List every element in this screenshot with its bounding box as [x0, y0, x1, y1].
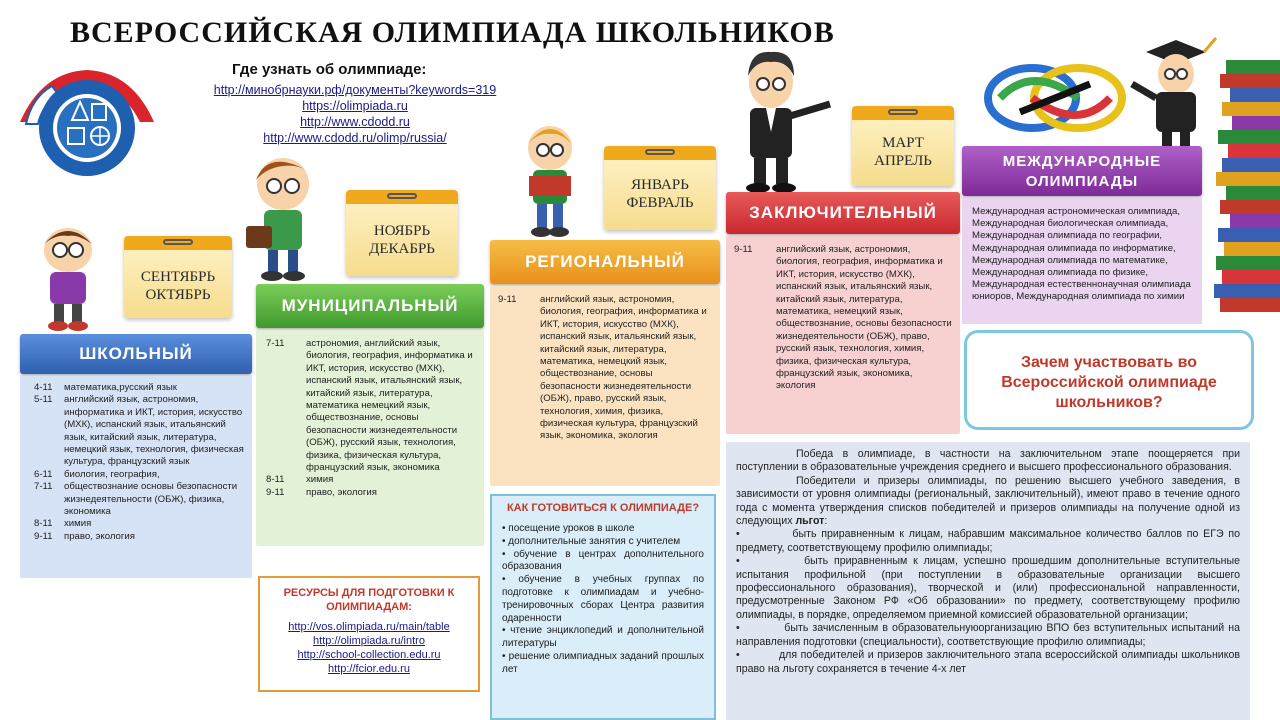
prep-item: • обучение в учебных группах по подготовке к олимпиадам и учебно-тренировочных сборах Центра развития одаренности	[502, 574, 705, 624]
resources-box	[258, 576, 480, 692]
subject-row: 6-11 биология, география,	[34, 468, 160, 480]
page-title: ВСЕРОССИЙСКАЯ ОЛИМПИАДА ШКОЛЬНИКОВ	[70, 16, 835, 49]
international-list: Международная астрономическая олимпиада, Международная биологическая олимпиада, Международная олимпиада по географии, Международная олимпиада по информатике, Международная олимпиада по математике, Международная олимпиада по физике, Международная естественнонаучная олимпиада юниоров, Международная олимпиада по химии	[962, 198, 1202, 324]
resource-link[interactable]: http://fcior.edu.ru	[328, 663, 410, 675]
subject-row: 9-11 право, экология	[266, 486, 377, 498]
subject-row: 7-11 астрономия, английский язык, биология, география, информатика и ИКТ, история, искусство (МХК), испанский язык, итальянский язык, китайский язык, литература, математика немецкий язык, обществознание, основы безопасности жизнедеятельности (ОБЖ), русский язык, технология, физика, физическая культура, французский язык, экономика	[266, 338, 473, 474]
benefit-item: • быть зачисленным в образовательнуюорганизацию ВПО без вступительных испытаний на направления подготовки (специальности), соответствующие профилю олимпиады;	[736, 622, 1240, 648]
stage-school-header: ШКОЛЬНЫЙ	[20, 334, 252, 374]
why-participate-callout: Зачем участвовать во Всероссийской олимпиаде школьников?	[964, 330, 1254, 430]
stage-municipal-header: МУНИЦИПАЛЬНЫЙ	[256, 284, 484, 328]
benefit-item: • быть приравненным к лицам, успешно прошедшим дополнительные вступительные испытания профильной (при поступлении в образовательные организации высшего профессионального образования), творческой и (или) профессиональной направленности, предусмотренные Законом РФ «Об образовании» по предмету, соответствующему профилю олимпиады, в порядке, определяемом приемной комиссией образовательной организации;	[736, 555, 1240, 621]
benefits-text	[726, 442, 1250, 720]
stage-school-subjects	[20, 376, 252, 578]
prep-item: • посещение уроков в школе	[502, 523, 635, 534]
boy-with-briefcase-illustration	[238, 150, 328, 285]
benefit-item: • для победителей и призеров заключительного этапа всероссийской олимпиады школьников право на льготу сохраняется в течение 4-х лет	[736, 649, 1240, 675]
prep-item: • чтение энциклопедий и дополнительной литературы	[502, 625, 704, 650]
info-link[interactable]: http://www.cdodd.ru/olimp/russia/	[263, 131, 447, 145]
info-link[interactable]: https://olimpiada.ru	[302, 99, 408, 113]
benefit-item: • быть приравненным к лицам, набравшим максимальное количество баллов по ЕГЭ по предмету, соответствующему профилю олимпиады;	[736, 528, 1241, 554]
how-to-prepare-box	[490, 494, 716, 720]
subject-row: 9-11 английский язык, астрономия, биология, география, информатика и ИКТ, история, искусство (МХК), испанский язык, итальянский язык, китайский язык, литература, математика, немецкий язык, обществознание, основы безопасности жизнедеятельности (ОБЖ), право, русский язык, технология, химия, физика, физическая культура, французский язык, экономика, экология	[734, 244, 952, 392]
info-links	[160, 82, 550, 146]
graduate-illustration	[1124, 32, 1224, 150]
stage-regional-subjects	[490, 286, 720, 486]
stage-final-subjects	[726, 236, 960, 434]
olympic-rings-logo-illustration	[980, 52, 1130, 142]
subject-row: 9-11 право, экология	[34, 530, 135, 542]
stage-regional-header: РЕГИОНАЛЬНЫЙ	[490, 240, 720, 284]
resource-link[interactable]: http://school-collection.edu.ru	[297, 649, 441, 661]
calendar-months: ЯНВАРЬ ФЕВРАЛЬ	[626, 177, 694, 211]
calendar-mar-apr	[852, 106, 954, 186]
subject-row: 7-11 обществознание основы безопасности жизнедеятельности (ОБЖ), физика, экономика	[34, 481, 238, 518]
prep-item: • решение олимпиадных заданий прошлых лет	[502, 650, 704, 675]
how-to-prepare-title: КАК ГОТОВИТЬСЯ К ОЛИМПИАДЕ?	[506, 502, 700, 514]
stage-municipal-subjects	[256, 330, 484, 546]
calendar-months: МАРТ АПРЕЛЬ	[874, 135, 932, 169]
subject-row: 5-11 английский язык, астрономия, информатика и ИКТ, история, искусство (МХК), испанский язык, итальянский язык, китайский язык, литература, немецкий язык, технология, физическая культура, французский язык	[34, 394, 244, 468]
where-title: Где узнать об олимпиаде:	[232, 61, 427, 78]
benefits-rights: Победители и призеры олимпиады, по решению высшего учебного заведения, в зависимости от уровня олимпиады (региональный, заключительный), имеют право в течение одного года с момента утверждения списков победителей и призеров олимпиады на получение одной из следующих льгот:	[736, 474, 1240, 528]
boy-character-illustration	[28, 222, 108, 332]
subject-row: 8-11 химия	[34, 518, 92, 530]
professor-illustration	[726, 46, 836, 194]
prep-item: • обучение в центрах дополнительного образования	[502, 548, 704, 573]
resources-title: РЕСУРСЫ ДЛЯ ПОДГОТОВКИ К ОЛИМПИАДАМ:	[283, 587, 455, 613]
calendar-jan-feb	[604, 146, 716, 230]
stage-final-header: ЗАКЛЮЧИТЕЛЬНЫЙ	[726, 192, 960, 234]
subject-row: 4-11 математика,русский язык	[34, 382, 178, 393]
calendar-months: СЕНТЯБРЬ ОКТЯБРЬ	[140, 269, 216, 303]
resource-link[interactable]: http://olimpiada.ru/intro	[313, 635, 425, 647]
info-link[interactable]: http://минобрнауки.рф/документы?keywords=319	[213, 83, 497, 97]
prep-item: • дополнительные занятия с учителем	[502, 535, 681, 547]
subject-row: 9-11 английский язык, астрономия, биология, география, информатика и ИКТ, история, искусство (МХК), испанский язык, итальянский язык, китайский язык, литература, математика, немецкий язык, обществознание, основы безопасности жизнедеятельности (ОБЖ), право, русский язык, технология, химия, физика, физическая культура, французский язык, экономика, экология	[498, 294, 707, 442]
resource-link[interactable]: http://vos.olimpiada.ru/main/table	[288, 621, 450, 633]
subject-row: 8-11 химия	[266, 474, 334, 486]
book-stack-illustration	[1212, 60, 1280, 320]
calendar-nov-dec	[346, 190, 458, 276]
info-link[interactable]: http://www.cdodd.ru	[300, 115, 410, 129]
calendar-months: НОЯБРЬ ДЕКАБРЬ	[369, 223, 435, 257]
calendar-sep-oct	[124, 236, 232, 318]
reading-boy-illustration	[515, 120, 585, 240]
benefits-intro: Победа в олимпиаде, в частности на заключительном этапе поощеряется при поступлении в образовательные учреждения среднего и высшего профессионального образования.	[736, 448, 1240, 474]
international-header: МЕЖДУНАРОДНЫЕ ОЛИМПИАДЫ	[962, 146, 1202, 196]
olympiad-logo	[12, 62, 162, 180]
